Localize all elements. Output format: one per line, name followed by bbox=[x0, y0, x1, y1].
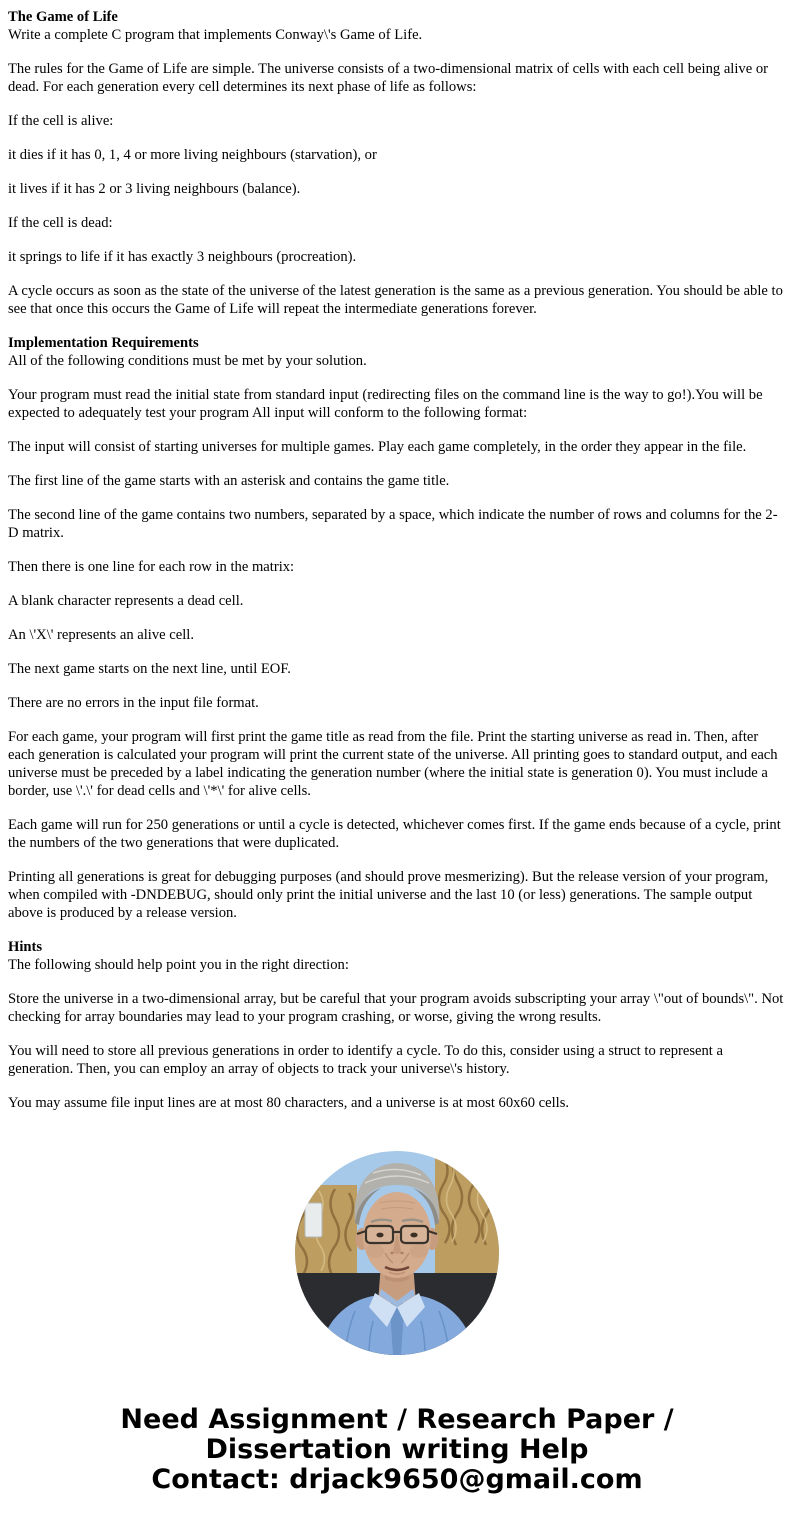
section-heading: Implementation Requirements bbox=[8, 335, 199, 351]
paragraph: All of the following conditions must be met by your solution. bbox=[8, 353, 367, 369]
paragraph: The rules for the Game of Life are simple. The universe consists of a two-dimensional matrix of cells with each cell being alive or dead. For each generation every cell determines its next phase of life as follows: bbox=[8, 61, 768, 95]
section-heading: Hints bbox=[8, 939, 43, 955]
paragraph: it dies if it has 0, 1, 4 or more living neighbours (starvation), or bbox=[8, 147, 377, 163]
footer-heading: Need Assignment / Research Paper / Dissertation writing Help bbox=[120, 1404, 674, 1465]
paragraph: The input will consist of starting universes for multiple games. Play each game completely, in the order they appear in the file. bbox=[8, 439, 747, 455]
paragraph: Each game will run for 250 generations or until a cycle is detected, whichever comes first. If the game ends because of a cycle, print the numbers of the two generations that were duplicated. bbox=[8, 817, 781, 851]
paragraph: The next game starts on the next line, until EOF. bbox=[8, 661, 291, 677]
paragraph: it springs to life if it has exactly 3 neighbours (procreation). bbox=[8, 249, 357, 265]
paragraph: The second line of the game contains two numbers, separated by a space, which indicate the number of rows and columns for the 2-D matrix. bbox=[8, 507, 778, 541]
paragraph: There are no errors in the input file format. bbox=[8, 695, 259, 711]
paragraph: If the cell is dead: bbox=[8, 215, 113, 231]
paragraph: it lives if it has 2 or 3 living neighbours (balance). bbox=[8, 181, 301, 197]
paragraph: A cycle occurs as soon as the state of the universe of the latest generation is the same as a previous generation. You should be able to see that once this occurs the Game of Life will repeat the intermediate generations forever. bbox=[8, 283, 783, 317]
paragraph: Write a complete C program that implements Conway\'s Game of Life. bbox=[8, 27, 423, 43]
paragraph: Printing all generations is great for debugging purposes (and should prove mesmerizing). But the release version of your program, when compiled with -DNDEBUG, should only print the initial universe and the last 10 (or less) generations. The sample output above is produced by a release version. bbox=[8, 869, 769, 921]
paragraph: For each game, your program will first print the game title as read from the file. Print the starting universe as read in. Then, after each generation is calculated your program will print the current state of the universe. All printing goes to standard output, and each universe must be preceded by a label indicating the generation number (where the initial state is generation 0). You must include a border, use \'.\' for dead cells and \'*\' for alive cells. bbox=[8, 729, 778, 799]
paragraph: Store the universe in a two-dimensional array, but be careful that your program avoids subscripting your array \"out of bounds\". Not checking for array boundaries may lead to your program crashing, or worse, giving the wrong results. bbox=[8, 991, 784, 1025]
person-photo-illustration bbox=[295, 1151, 499, 1355]
paragraph: Then there is one line for each row in the matrix: bbox=[8, 559, 295, 575]
paragraph: The following should help point you in the right direction: bbox=[8, 957, 349, 973]
paragraph: You will need to store all previous generations in order to identify a cycle. To do this, consider using a struct to represent a generation. Then, you can employ an array of objects to track your universe\'s history. bbox=[8, 1043, 723, 1077]
paragraph: You may assume file input lines are at most 80 characters, and a universe is at most 60x60 cells. bbox=[8, 1095, 570, 1111]
paragraph: Your program must read the initial state from standard input (redirecting files on the command line is the way to go!).You will be expected to adequately test your program All input will conform to the following format: bbox=[8, 387, 763, 421]
paragraph: A blank character represents a dead cell. bbox=[8, 593, 244, 609]
paragraph: An \'X\' represents an alive cell. bbox=[8, 627, 194, 643]
footer-contact-email: Contact: drjack9650@gmail.com bbox=[151, 1464, 643, 1495]
section-heading: The Game of Life bbox=[8, 9, 118, 25]
profile-photo bbox=[295, 1151, 499, 1355]
footer-ad bbox=[27, 1405, 767, 1495]
paragraph: If the cell is alive: bbox=[8, 113, 114, 129]
paragraph: The first line of the game starts with an asterisk and contains the game title. bbox=[8, 473, 450, 489]
wall-plate bbox=[305, 1203, 322, 1237]
